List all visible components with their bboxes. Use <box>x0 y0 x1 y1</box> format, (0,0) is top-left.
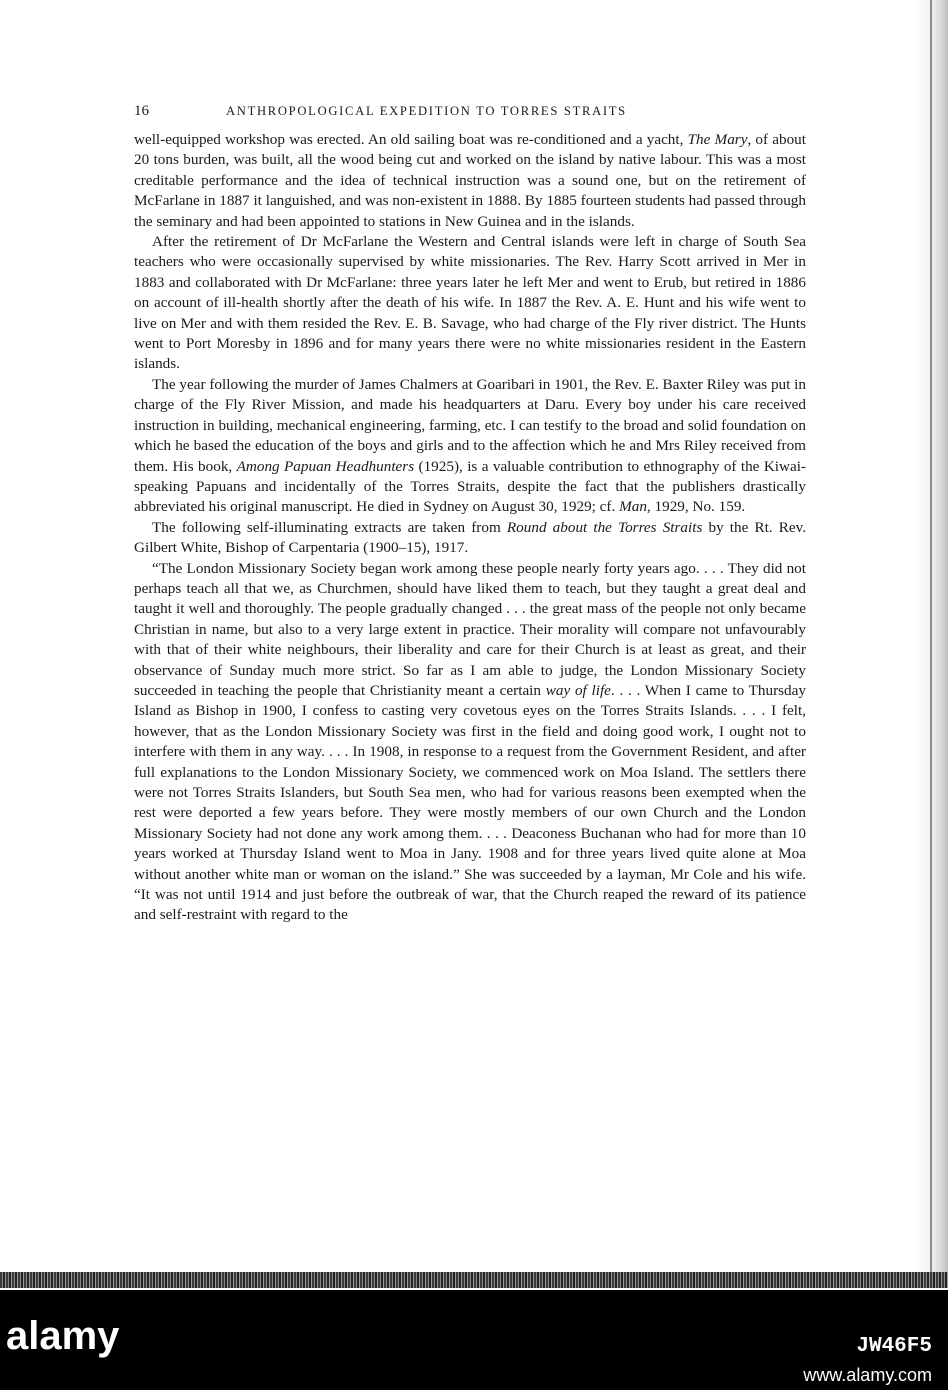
running-head: ANTHROPOLOGICAL EXPEDITION TO TORRES STRAITS <box>226 104 627 118</box>
text-segment: by the Rt. Rev. Gilbert White, Bishop of Carpentaria (1900–15), 1917. <box>134 518 806 557</box>
text-segment: . . . . When I came to Thursday Island as Bishop in 1900, I confess to casting very covetous eyes on the Torres Straits Islands. . . . I felt, however, that as the London Missionary Society was first in the field and doing good work, I ought not to interfere with them in any way. . . . In 1908, in response to a request from the Government Resident, and after full explanations to the London Missionary Society, we commenced work on Moa Island. The settlers there were not Torres Straits Islanders, but South Sea men, who had for various reasons been exempted when the rest were deported a few years before. They were mostly members of our own Church and the London Missionary Society had not done any work among them. . . . Deaconess Buchanan who had for more than 10 years worked at Thursday Island went to Moa in Jany. 1908 and for three years lived quite alone at Moa without another white man or woman on the island.” She was succeeded by a layman, Mr Cole and his wife. “It was not until 1914 and just before the outbreak of war, that the Church reaped the reward of its patience and self-restraint with regard to the <box>134 681 806 924</box>
italic-title: Among Papuan Headhunters <box>236 457 415 475</box>
watermark-image-id: JW46F5 <box>856 1335 932 1358</box>
text-segment: (1925), is a valuable contribution to ethnography of the Kiwai-speaking Papuans and incidentally of the Torres Straits, despite the fact that the publishers drastically abbreviated his original manuscript. He died in Sydney on August 30, 1929; cf. <box>134 457 806 516</box>
paragraph <box>134 375 806 518</box>
watermark-brand: alamy <box>6 1314 120 1358</box>
italic-phrase: way of life <box>545 681 611 699</box>
text-segment: “The London Missionary Society began work among these people nearly forty years ago. . . . They did not perhaps teach all that we, as Churchmen, should have liked them to teach, but they taught a great deal and taught it well and thoroughly. The people gradually changed . . . the great mass of the people not only became Christian in name, but also to a very large extent in practice. Their morality will compare not unfavourably with that of their white neighbours, their liberality and care for their Church is at least as great, and their observance of Sunday much more strict. So far as I am able to judge, the London Missionary Society succeeded in teaching the people that Christianity meant a certain <box>134 559 806 699</box>
text-segment: The year following the murder of James Chalmers at Goaribari in 1901, the Rev. E. Baxter Riley was put in charge of the Fly River Mission, and made his headquarters at Daru. Every boy under his care received instruction in building, mechanical engineering, farming, etc. I can testify to the broad and solid foundation on which he based the education of the boys and girls and to the affection which he and Mrs Riley received from them. His book, <box>134 375 806 475</box>
page-number: 16 <box>134 103 149 119</box>
text-segment: , of about 20 tons burden, was built, all the wood being cut and worked on the island by native labour. This was a most creditable performance and the idea of technical instruction was a sound one, but on the retirement of McFarlane in 1887 it languished, and was non-existent in 1888. By 1885 fourteen students had passed through the seminary and had been appointed to stations in New Guinea and in the islands. <box>134 131 806 230</box>
watermark-site: www.alamy.com <box>803 1365 932 1385</box>
italic-title: Round about the Torres Straits <box>506 518 703 536</box>
text-segment: 1929, No. 159. <box>650 498 746 516</box>
italic-title: Man, <box>619 498 651 516</box>
spine-line <box>930 0 932 1285</box>
book-spine-edge <box>914 0 948 1285</box>
paragraph <box>134 130 806 232</box>
text-segment: The following self-illuminating extracts are taken from <box>152 518 507 536</box>
body-text <box>134 130 806 926</box>
text-segment: well-equipped workshop was erected. An old sailing boat was re-conditioned and a yacht, <box>134 131 688 148</box>
italic-title: The Mary <box>687 131 748 148</box>
text-segment: After the retirement of Dr McFarlane the Western and Central islands were left in charge of South Sea teachers who were occasionally supervised by white missionaries. The Rev. Harry Scott arrived in Mer in 1883 and collaborated with Dr McFarlane: three years later he left Mer and went to Erub, but retired in 1886 on account of ill-health shortly after the death of his wife. In 1887 the Rev. A. E. Hunt and his wife went to live on Mer and with them resided the Rev. E. B. Savage, who had charge of the Fly river district. The Hunts went to Port Moresby in 1896 and for many years there were no white missionaries resident in the Eastern islands. <box>134 233 806 373</box>
page-header <box>134 103 806 123</box>
scan-bottom-edge <box>0 1272 948 1288</box>
paragraph <box>134 559 806 926</box>
paragraph <box>134 518 806 559</box>
paragraph <box>134 232 806 375</box>
